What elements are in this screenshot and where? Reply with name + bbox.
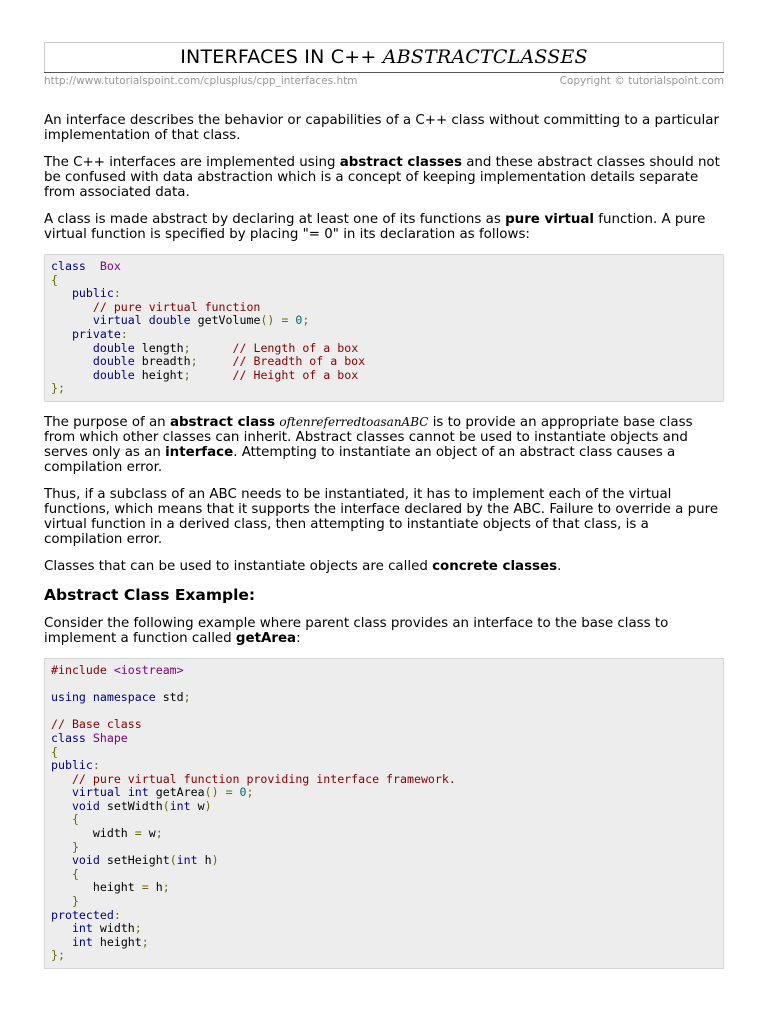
code-token: h — [197, 853, 212, 868]
code-line — [51, 664, 717, 678]
code-token — [86, 690, 93, 704]
title-italic: ABSTRACTCLASSES — [382, 46, 588, 68]
text: function. A pure virtual function is specified by placing "= 0" in its declaration as follows: — [44, 212, 706, 242]
code-line — [51, 922, 717, 936]
text: The C++ interfaces are implemented using — [44, 155, 340, 170]
code-token — [51, 368, 93, 382]
code-token — [51, 840, 72, 854]
code-line — [51, 678, 717, 692]
code-token: void — [71, 853, 100, 868]
text: and these abstract classes should not be confused with data abstraction which is a concept of keeping implementation details separate from associated data. — [44, 155, 720, 200]
code-line — [51, 301, 717, 315]
code-token: // Length of a box — [232, 340, 359, 355]
code-token: namespace — [92, 690, 156, 705]
code-token: int — [169, 798, 191, 813]
code-line — [51, 868, 717, 882]
italic-text: oftenreferredtoasanABC — [279, 414, 429, 429]
code-token — [51, 785, 72, 799]
code-token: ; — [302, 313, 310, 328]
code-token: <iostream> — [113, 662, 184, 677]
code-token: ; — [183, 690, 191, 705]
code-token — [51, 894, 72, 908]
code-token: // Base class — [51, 717, 142, 732]
code-token — [51, 853, 72, 867]
code-token: : — [113, 286, 121, 301]
code-token: double — [148, 313, 191, 328]
code-token — [51, 354, 93, 368]
code-token: ; — [162, 880, 170, 895]
code-token: : — [120, 326, 128, 341]
code-line — [51, 827, 717, 841]
code-token: void — [71, 798, 100, 813]
code-token: width — [92, 921, 135, 936]
code-token: ; — [246, 785, 254, 800]
code-token — [51, 812, 72, 826]
code-line — [51, 705, 717, 719]
code-token: = — [225, 785, 233, 800]
code-token: { — [71, 812, 79, 827]
code-line — [51, 355, 717, 369]
code-token: virtual — [92, 313, 142, 328]
code-token: class — [51, 259, 86, 273]
code-line — [51, 895, 717, 909]
code-token — [233, 785, 240, 799]
code-token: ; — [134, 921, 142, 936]
code-token: = — [141, 880, 149, 895]
code-token — [51, 921, 72, 935]
code-token — [198, 354, 233, 368]
code-token: ; — [141, 934, 149, 949]
code-token: setHeight — [99, 853, 170, 868]
paragraph-purpose — [44, 415, 724, 475]
code-line — [51, 841, 717, 855]
text: . — [557, 558, 562, 574]
text: . Attempting to instantiate an object of an abstract class causes a compilation error. — [44, 444, 676, 475]
code-token: } — [71, 839, 79, 854]
code-token: int — [127, 785, 149, 800]
code-token: ) — [204, 798, 212, 813]
code-token: length — [134, 340, 184, 355]
code-line — [51, 909, 717, 923]
code-token: setWidth — [99, 798, 163, 813]
code-token: double — [92, 354, 135, 369]
code-token: : — [92, 758, 100, 773]
code-token: class — [51, 730, 86, 745]
code-token: height — [51, 880, 142, 895]
code-token: 0 — [239, 785, 247, 800]
code-token: }; — [51, 948, 65, 963]
code-token — [191, 341, 233, 355]
code-token: }; — [51, 381, 65, 396]
code-line — [51, 773, 717, 787]
code-line — [51, 936, 717, 950]
text: The purpose of an — [44, 414, 170, 430]
code-token — [107, 663, 114, 677]
code-line — [51, 287, 717, 301]
code-token: getVolume — [190, 313, 261, 328]
code-token — [51, 341, 93, 355]
code-token: // pure virtual function — [92, 299, 261, 314]
text: : — [296, 630, 301, 646]
page-header — [44, 42, 724, 72]
bold-text: abstract class — [169, 414, 276, 430]
code-token — [191, 368, 233, 382]
source-url[interactable]: http://www.tutorialspoint.com/cplusplus/cpp_interfaces.htm — [44, 75, 358, 87]
document-page — [44, 42, 724, 982]
code-token: ) — [211, 853, 219, 868]
code-token — [219, 785, 226, 799]
code-token: h — [148, 880, 163, 895]
code-line — [51, 759, 717, 773]
article-body — [44, 88, 724, 969]
paragraph-example — [44, 616, 724, 646]
code-line — [51, 382, 717, 396]
code-token — [86, 259, 100, 273]
code-line — [51, 342, 717, 356]
code-token — [142, 313, 149, 327]
code-token: 0 — [295, 313, 303, 328]
code-line — [51, 746, 717, 760]
code-token: int — [71, 921, 93, 936]
code-token: = — [281, 313, 289, 328]
code-line — [51, 949, 717, 963]
paragraph-pure-virtual — [44, 212, 724, 242]
bold-text: interface — [165, 444, 234, 460]
code-line — [51, 732, 717, 746]
code-token: () — [260, 313, 275, 328]
code-token: public — [51, 758, 93, 773]
code-token: = — [134, 826, 142, 841]
text: A class is made abstract by declaring at least one of its functions as — [44, 212, 506, 227]
bold-text: abstract classes — [339, 155, 462, 170]
code-line — [51, 314, 717, 328]
code-token — [51, 300, 93, 314]
code-token: () — [204, 785, 219, 800]
code-line — [51, 328, 717, 342]
copyright: Copyright © tutorialspoint.com — [559, 75, 724, 87]
text: is to provide an appropriate base class from which other classes can inherit. Abstract classes cannot be used to instantiate objects and serves only as an — [44, 414, 693, 460]
code-token: ; — [190, 354, 198, 369]
code-line — [51, 813, 717, 827]
text: Consider the following example where parent class provides an interface to the base class to implement a function called — [44, 615, 669, 646]
code-token: #include — [51, 662, 107, 677]
code-token: } — [71, 894, 79, 909]
code-line — [51, 881, 717, 895]
code-token — [86, 731, 93, 745]
code-token: w — [141, 826, 156, 841]
bold-text: pure virtual — [505, 212, 595, 227]
code-token — [51, 772, 72, 786]
code-token — [51, 327, 72, 341]
paragraph-intro: An interface describes the behavior or capabilities of a C++ class without committing to a particular implementation of that class. — [44, 113, 719, 143]
code-token: protected — [51, 907, 114, 922]
code-token: { — [51, 744, 58, 759]
title-main: INTERFACES IN C++ — [180, 46, 383, 68]
code-token: double — [92, 340, 135, 355]
code-token: getArea — [148, 785, 205, 800]
code-line — [51, 369, 717, 383]
code-token: breadth — [134, 354, 191, 369]
code-token: private — [71, 326, 121, 341]
paragraph-concrete — [44, 559, 724, 574]
code-block-shape — [44, 658, 724, 969]
code-token: { — [71, 866, 79, 881]
code-line — [51, 854, 717, 868]
code-token: ( — [169, 853, 177, 868]
bold-text: concrete classes — [432, 558, 558, 574]
code-token: { — [51, 272, 58, 287]
code-token — [51, 935, 72, 949]
code-token: // Breadth of a box — [232, 354, 366, 369]
code-line — [51, 274, 717, 288]
code-token: std — [155, 690, 184, 705]
code-token: virtual — [71, 785, 121, 800]
code-token: // pure virtual function providing interface framework. — [71, 771, 456, 786]
code-token: int — [71, 934, 93, 949]
code-token — [121, 785, 128, 799]
code-token — [51, 867, 72, 881]
code-line — [51, 786, 717, 800]
code-token: w — [190, 798, 205, 813]
code-token: Box — [99, 259, 121, 273]
code-token: height — [134, 367, 184, 382]
code-token: ; — [183, 367, 191, 382]
paragraph-subclass: Thus, if a subclass of an ABC needs to be instantiated, it has to implement each of the virtual functions, which means that it supports the interface declared by the ABC. Failure to override a pure virtual function in a derived class, then attempting to instantiate objects of that class, is a compilation error. — [44, 486, 719, 547]
bold-text: getArea — [235, 630, 297, 646]
section-heading: Abstract Class Example: — [44, 585, 256, 604]
code-token: height — [92, 934, 142, 949]
code-block-box — [44, 254, 724, 402]
code-token: // Height of a box — [232, 367, 359, 382]
paragraph-abstract-classes — [44, 155, 724, 200]
code-token: ; — [183, 340, 191, 355]
code-token: public — [71, 286, 114, 301]
text: Classes that can be used to instantiate objects are called — [44, 558, 433, 574]
code-line — [51, 260, 717, 274]
code-token — [51, 286, 72, 300]
code-token: double — [92, 367, 135, 382]
code-token — [51, 313, 93, 327]
url-bar — [44, 72, 724, 88]
code-token: width — [51, 826, 135, 841]
code-token: : — [113, 907, 121, 922]
code-token: ( — [162, 798, 170, 813]
code-token: using — [51, 690, 86, 705]
code-line — [51, 718, 717, 732]
code-token: int — [176, 853, 198, 868]
code-line — [51, 691, 717, 705]
code-line — [51, 800, 717, 814]
code-token: ; — [155, 826, 163, 841]
page-title — [45, 43, 723, 71]
code-token — [51, 799, 72, 813]
code-token: Shape — [92, 730, 128, 745]
